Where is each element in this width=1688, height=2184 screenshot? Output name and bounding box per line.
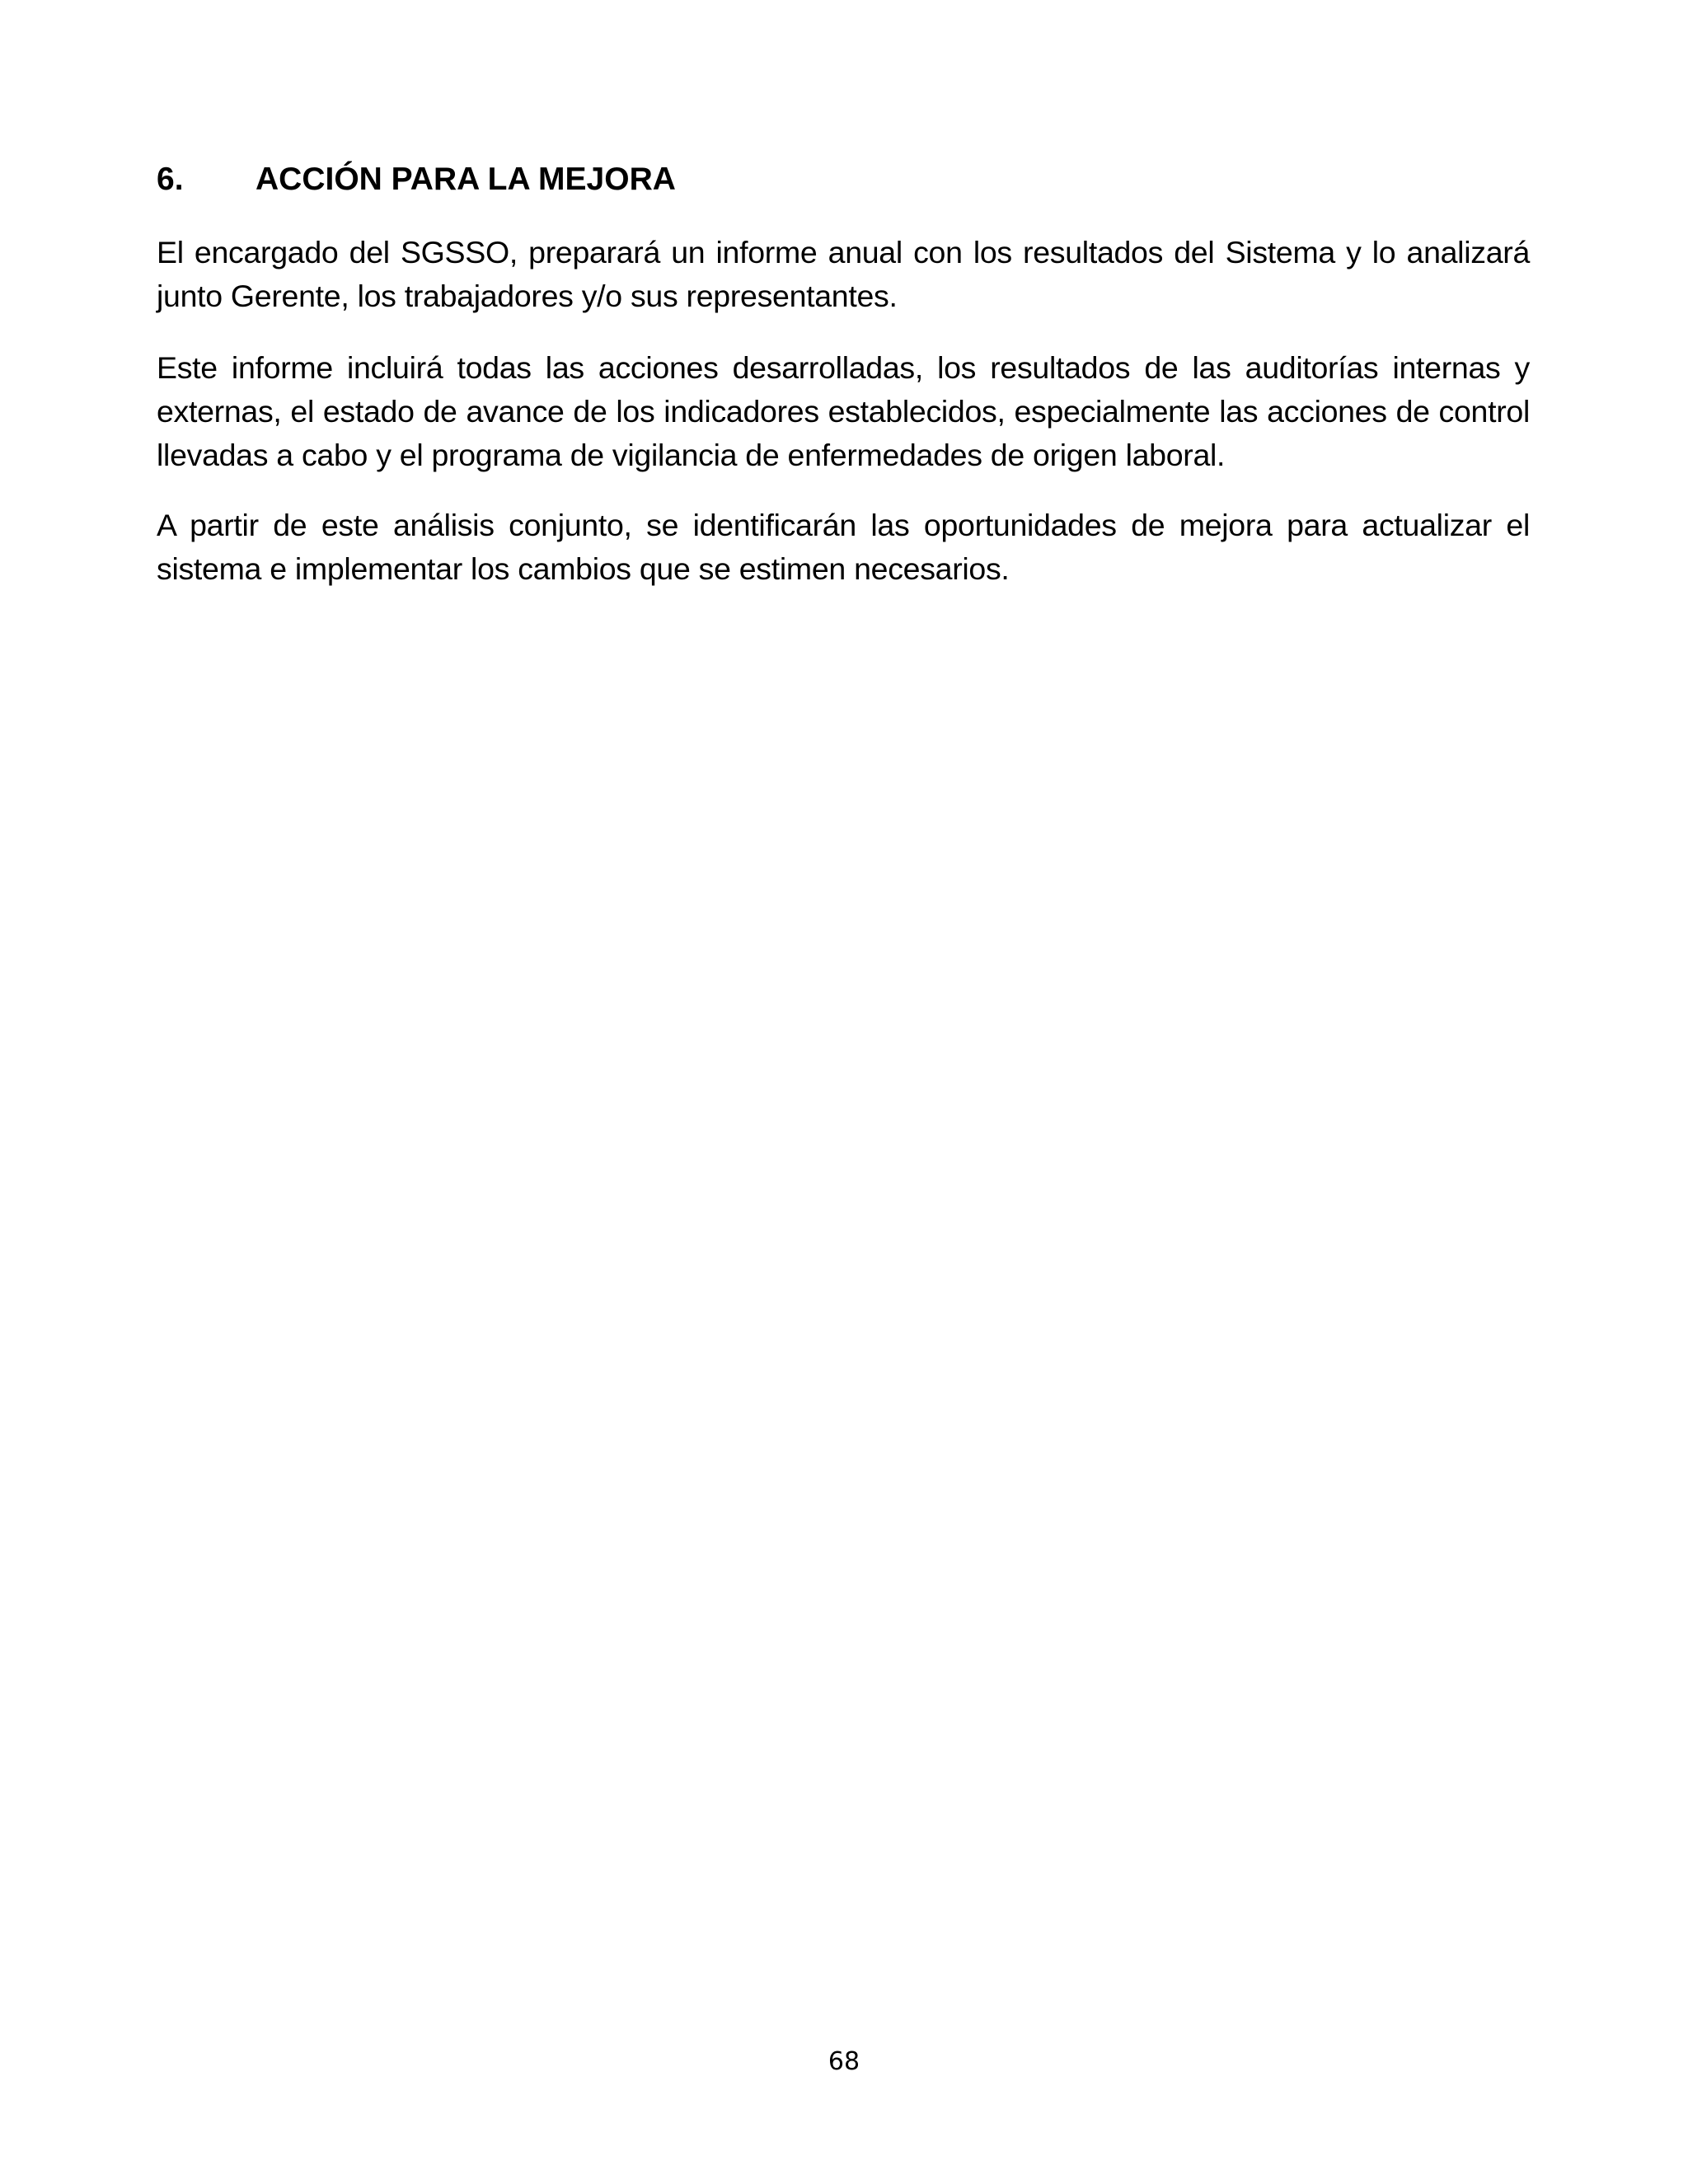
page-number: 68 — [828, 2047, 860, 2076]
paragraph: Este informe incluirá todas las acciones desarrolladas, los resultados de las auditorías internas y externas, el estado de avance de los indicadores establecidos, especialmente las acciones de control llevadas a cabo y el programa de vigilancia de enfermedades de origen laboral. — [157, 350, 1530, 472]
paragraph: El encargado del SGSSO, preparará un informe anual con los resultados del Sistema y lo analizará junto Gerente, los trabajadores y/o sus representantes. — [157, 235, 1530, 313]
paragraph: A partir de este análisis conjunto, se identificarán las oportunidades de mejora para actualizar el sistema e implementar los cambios que se estimen necesarios. — [157, 508, 1530, 586]
section-number: 6. — [157, 162, 184, 197]
section-heading — [157, 162, 676, 198]
section-title: ACCIÓN PARA LA MEJORA — [256, 162, 676, 197]
